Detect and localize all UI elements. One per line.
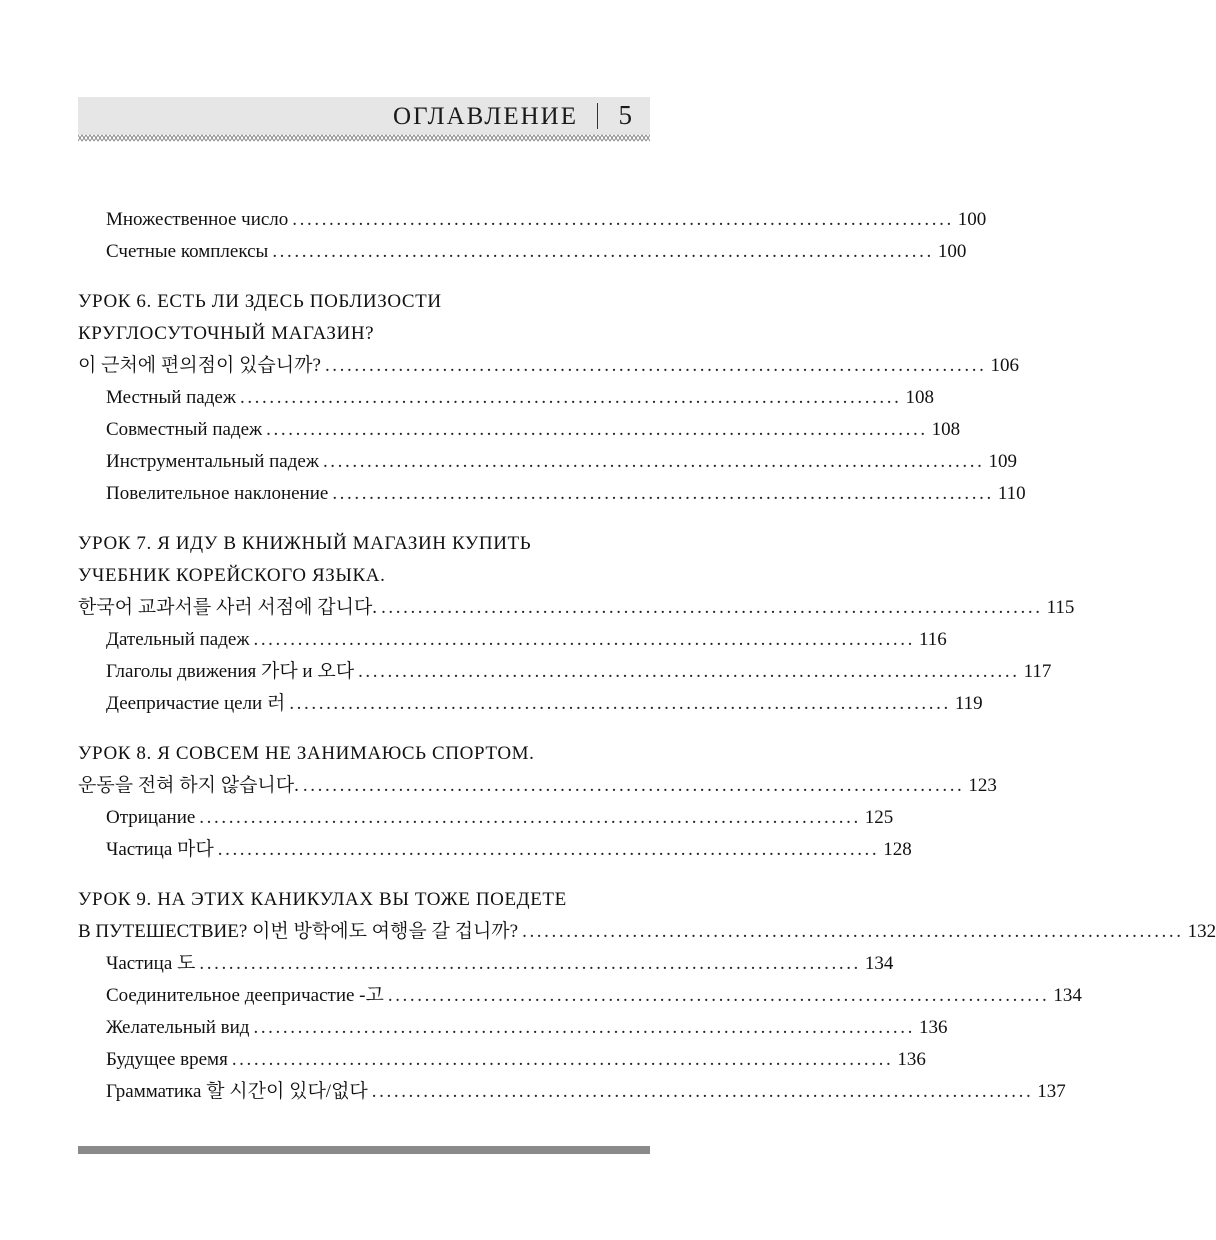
header-divider xyxy=(597,103,598,129)
toc-entry-title: Множественное число xyxy=(106,209,289,230)
toc-entry-page: 100 xyxy=(957,209,987,230)
leader-dots: .......................................................................................... xyxy=(358,661,1020,682)
toc-entry-title: 한국어 교과서를 사러 서점에 갑니다. xyxy=(78,597,378,618)
toc-entry-title: Совместный падеж xyxy=(106,419,263,440)
toc-entry[interactable] xyxy=(78,688,983,720)
running-header-title: ОГЛАВЛЕНИЕ xyxy=(393,103,578,130)
leader-dots: .......................................................................................... xyxy=(253,629,915,650)
toc-entry-title: Местный падеж xyxy=(106,387,236,408)
leader-dots: .......................................................................................... xyxy=(217,839,880,860)
toc-entry-page: 119 xyxy=(954,693,983,714)
toc-entry[interactable] xyxy=(78,414,961,446)
toc-entry-page: 116 xyxy=(918,629,947,650)
toc-entry-title: Соединительное деепричастие -고 xyxy=(106,985,384,1006)
toc-entry-korean[interactable] xyxy=(78,350,1019,382)
toc-entry-page: 132 xyxy=(1187,921,1216,942)
lesson-heading: УРОК 6. ЕСТЬ ЛИ ЗДЕСЬ ПОБЛИЗОСТИ xyxy=(78,291,442,312)
leader-dots: .......................................................................................... xyxy=(239,387,902,408)
toc-entry[interactable] xyxy=(78,1076,1066,1108)
toc-entry-page: 128 xyxy=(883,839,912,860)
lesson-heading: УРОК 9. НА ЭТИХ КАНИКУЛАХ ВЫ ТОЖЕ ПОЕДЕТЕ xyxy=(78,889,567,910)
toc-entry-page: 137 xyxy=(1037,1081,1066,1102)
toc-entry-page: 108 xyxy=(931,419,961,440)
toc-entry-korean[interactable] xyxy=(78,916,1216,948)
toc-entry[interactable] xyxy=(78,446,1017,478)
toc-entry[interactable] xyxy=(78,656,1052,688)
toc-entry-title: Деепричастие цели 러 xyxy=(106,693,286,714)
toc-entry-title: Повелительное наклонение xyxy=(106,483,329,504)
toc-entry[interactable] xyxy=(78,802,894,834)
decorative-zigzag-border xyxy=(78,132,650,144)
toc-entry[interactable] xyxy=(78,236,967,268)
leader-dots: .......................................................................................... xyxy=(266,419,928,440)
toc-entry-page: 134 xyxy=(1053,985,1082,1006)
toc-entry-page: 106 xyxy=(990,355,1019,376)
table-of-contents xyxy=(78,204,1216,1108)
leader-dots: .......................................................................................... xyxy=(253,1017,915,1038)
leader-dots: .......................................................................................... xyxy=(387,985,1050,1006)
page-number: 5 xyxy=(618,100,632,130)
toc-entry-title: В ПУТЕШЕСТВИЕ? 이번 방학에도 여행을 갈 겁니까? xyxy=(78,921,519,942)
toc-entry[interactable] xyxy=(78,1044,926,1076)
toc-entry[interactable] xyxy=(78,834,912,866)
toc-entry-title: Глаголы движения 가다 и 오다 xyxy=(106,661,355,682)
toc-entry-page: 125 xyxy=(864,807,894,828)
toc-entry-page: 123 xyxy=(968,775,997,796)
toc-entry-title: Отрицание xyxy=(106,807,196,828)
toc-entry-title: Будущее время xyxy=(106,1049,228,1070)
toc-entry-page: 115 xyxy=(1046,597,1075,618)
toc-entry-page: 134 xyxy=(864,953,894,974)
toc-entry-title: Грамматика 할 시간이 있다/없다 xyxy=(106,1081,368,1102)
lesson-heading: КРУГЛОСУТОЧНЫЙ МАГАЗИН? xyxy=(78,323,375,344)
leader-dots: .......................................................................................... xyxy=(199,807,861,828)
toc-entry-page: 108 xyxy=(905,387,934,408)
toc-entry[interactable] xyxy=(78,948,894,980)
leader-dots: .......................................................................................... xyxy=(381,597,1043,618)
footer-rule xyxy=(78,1146,650,1154)
leader-dots: .......................................................................................... xyxy=(371,1081,1034,1102)
leader-dots: .......................................................................................... xyxy=(324,355,987,376)
leader-dots: .......................................................................................... xyxy=(199,953,861,974)
toc-entry[interactable] xyxy=(78,478,1026,510)
leader-dots: .......................................................................................... xyxy=(332,483,994,504)
toc-entry-page: 136 xyxy=(918,1017,948,1038)
leader-dots: .......................................................................................... xyxy=(292,209,954,230)
toc-entry-title: Дательный падеж xyxy=(106,629,250,650)
leader-dots: .......................................................................................... xyxy=(302,775,965,796)
leader-dots: .......................................................................................... xyxy=(231,1049,894,1070)
toc-entry-page: 100 xyxy=(937,241,967,262)
toc-entry-page: 136 xyxy=(897,1049,926,1070)
leader-dots: .......................................................................................... xyxy=(289,693,951,714)
lesson-heading: УРОК 8. Я СОВСЕМ НЕ ЗАНИМАЮСЬ СПОРТОМ. xyxy=(78,743,535,764)
toc-entry-page: 110 xyxy=(997,483,1026,504)
toc-entry-title: Счетные комплексы xyxy=(106,241,269,262)
toc-entry-title: Инструментальный падеж xyxy=(106,451,319,472)
lesson-heading: УРОК 7. Я ИДУ В КНИЖНЫЙ МАГАЗИН КУПИТЬ xyxy=(78,533,532,554)
leader-dots: .......................................................................................... xyxy=(272,241,934,262)
toc-entry[interactable] xyxy=(78,624,947,656)
toc-entry[interactable] xyxy=(78,382,934,414)
lesson-heading: УЧЕБНИК КОРЕЙСКОГО ЯЗЫКА. xyxy=(78,565,386,586)
toc-entry-title: Частица 도 xyxy=(106,953,196,974)
toc-entry-korean[interactable] xyxy=(78,592,1075,624)
running-header xyxy=(78,97,650,135)
leader-dots: .......................................................................................... xyxy=(322,451,985,472)
toc-entry-title: Желательный вид xyxy=(106,1017,250,1038)
toc-entry-title: Частица 마다 xyxy=(106,839,214,860)
toc-entry-title: 운동을 전혀 하지 않습니다. xyxy=(78,775,299,796)
toc-entry-korean[interactable] xyxy=(78,770,997,802)
toc-entry-page: 117 xyxy=(1023,661,1052,682)
toc-entry-page: 109 xyxy=(988,451,1017,472)
leader-dots: .......................................................................................... xyxy=(522,921,1184,942)
toc-entry[interactable] xyxy=(78,204,987,236)
toc-entry[interactable] xyxy=(78,980,1082,1012)
toc-entry-title: 이 근처에 편의점이 있습니까? xyxy=(78,355,321,376)
toc-entry[interactable] xyxy=(78,1012,948,1044)
